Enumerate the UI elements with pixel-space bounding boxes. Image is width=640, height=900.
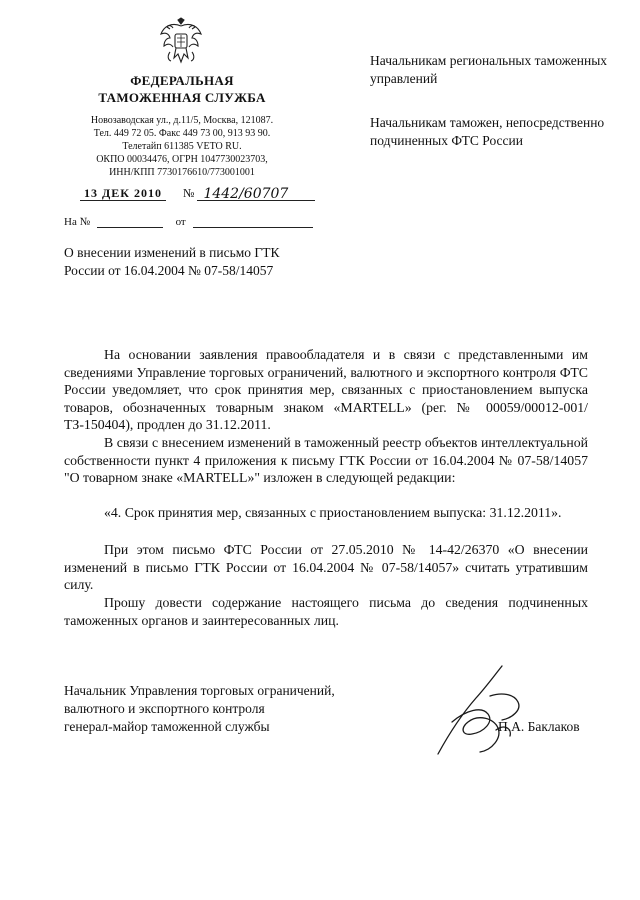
coat-of-arms-emblem — [158, 16, 204, 66]
addressee-regional: Начальникам региональных таможенных управлений — [370, 53, 608, 86]
address-line: Новозаводская ул., д.11/5, Москва, 121087. — [90, 115, 274, 126]
handwritten-signature — [432, 662, 532, 760]
signatory-name: П.А. Баклаков — [498, 719, 580, 734]
ref-date-label: от — [175, 216, 186, 228]
document-date: 13 ДЕК 2010 — [84, 186, 162, 200]
reference-row — [64, 213, 313, 228]
addressee-customs: Начальникам таможен, непосредственно подчиненных ФТС России — [370, 115, 605, 148]
body-paragraph-1: На основании заявления правообладателя и в связи с представленными им сведениями Управление торговых ограничений, валютного и экспортного контроля ФТС России уведомляет, что срок принятия мер, связанных с приостановлением выпуска товаров, обозначенных товарным знаком «MARTELL» (рег. № 00059/00012-001/ТЗ-150404), продлен до 31.12.2011. — [64, 347, 588, 432]
org-name-line2: ТАМОЖЕННАЯ СЛУЖБА — [98, 90, 266, 105]
subject-line: О внесении изменений в письмо ГТК России от 16.04.2004 № 07-58/14057 — [64, 245, 280, 278]
inn-line: ИНН/КПП 7730176610/773001001 — [109, 167, 255, 178]
body-paragraph-5: Прошу довести содержание настоящего письма до сведения подчиненных таможенных органов и заинтересованных лиц. — [64, 595, 588, 628]
date-number-row — [80, 186, 315, 201]
registration-number: 1442/60707 — [203, 186, 289, 202]
number-label: № — [183, 186, 195, 200]
signatory-title — [64, 682, 384, 736]
org-name-line1: ФЕДЕРАЛЬНАЯ — [130, 73, 234, 88]
signatory-title-line1: Начальник Управления торговых ограничений, — [64, 683, 335, 698]
phone-line: Тел. 449 72 05. Факс 449 73 00, 913 93 90. — [93, 128, 271, 139]
signatory-title-line3: генерал-майор таможенной службы — [64, 719, 270, 734]
okpo-line: ОКПО 00034476, ОГРН 1047730023703, — [96, 154, 268, 165]
ref-number-label: На № — [64, 216, 91, 228]
body-paragraph-3: «4. Срок принятия мер, связанных с приостановлением выпуска: 31.12.2011». — [104, 505, 562, 520]
organization-name — [72, 72, 292, 106]
signatory-title-line2: валютного и экспортного контроля — [64, 701, 265, 716]
body-paragraph-2: В связи с внесением изменений в таможенный реестр объектов интеллектуальной собственности пункт 4 приложения к письму ГТК России от 16.04.2004 № 07-58/14057 "О товарном знаке «MARTELL»" изложен в следующей редакции: — [64, 435, 588, 485]
body-paragraph-4: При этом письмо ФТС России от 27.05.2010 № 14-42/26370 «О внесении изменений в письмо ГТК России от 16.04.2004 № 07-58/14057» считать утратившим силу. — [64, 542, 588, 592]
teletype-line: Телетайп 611385 VETO RU. — [122, 141, 242, 152]
